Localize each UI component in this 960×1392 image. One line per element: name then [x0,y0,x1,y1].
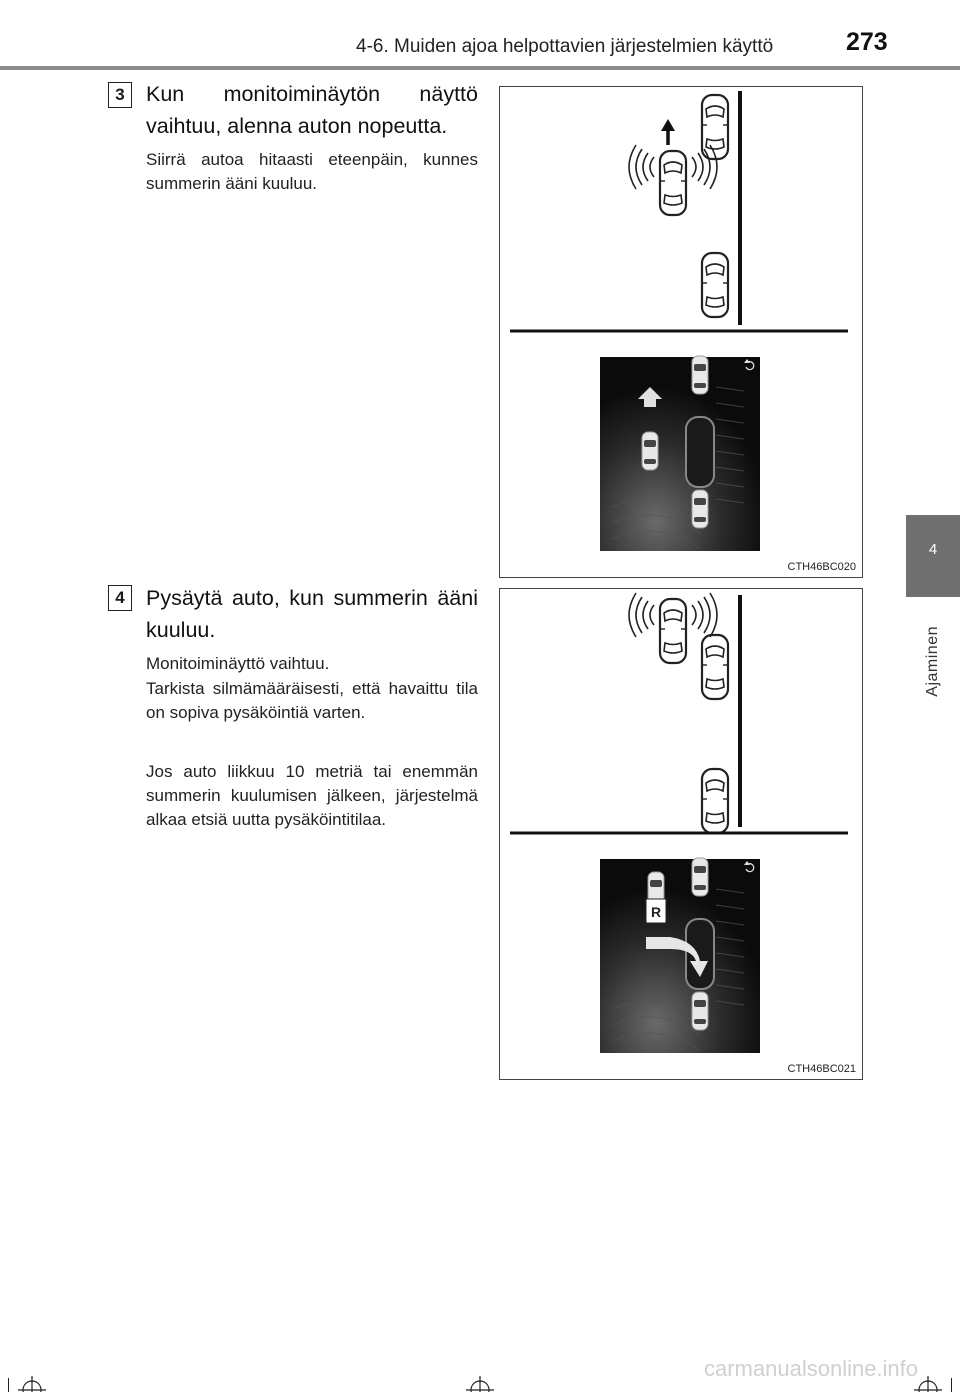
chapter-label [906,606,960,716]
step-number-4: 4 [108,585,132,611]
chapter-title: Ajaminen [924,625,941,697]
figure-1-illustration [500,87,862,577]
step-4-paragraph-3: Jos auto liikkuu 10 metriä tai enemmän summerin kuulumisen jälkeen, järjestelmä alkaa etsiä uutta pysäköintitilaa. [146,762,478,829]
gear-indicator: R [650,904,662,920]
watermark: carmanualsonline.info [704,1356,919,1381]
figure-parking-stop [499,588,863,1080]
figure-code: CTH46BC020 [787,561,856,573]
figure-2-illustration [500,589,862,1079]
chapter-tab [906,515,960,597]
figure-parking-approach [499,86,863,578]
step-4-paragraph-1: Monitoiminäyttö vaihtuu. [146,654,330,673]
figure-code: CTH46BC021 [787,1063,856,1075]
header-rule [0,66,960,70]
step-4-heading: Pysäytä auto, kun summerin ääni kuuluu. [146,586,478,642]
section-title: 4-6. Muiden ajoa helpottavien järjestelmien käyttö [356,36,774,57]
chapter-number: 4 [928,541,938,558]
step-3-heading: Kun monitoiminäytön näyttö vaihtuu, alenna auton nopeutta. [146,82,478,138]
step-4-paragraph-2: Tarkista silmämääräisesti, että havaittu tila on sopiva pysäköintiä varten. [146,679,478,722]
step-number-3: 3 [108,82,132,108]
page-number: 273 [846,28,888,56]
step-3-paragraph: Siirrä autoa hitaasti eteenpäin, kunnes summerin ääni kuuluu. [146,150,478,193]
